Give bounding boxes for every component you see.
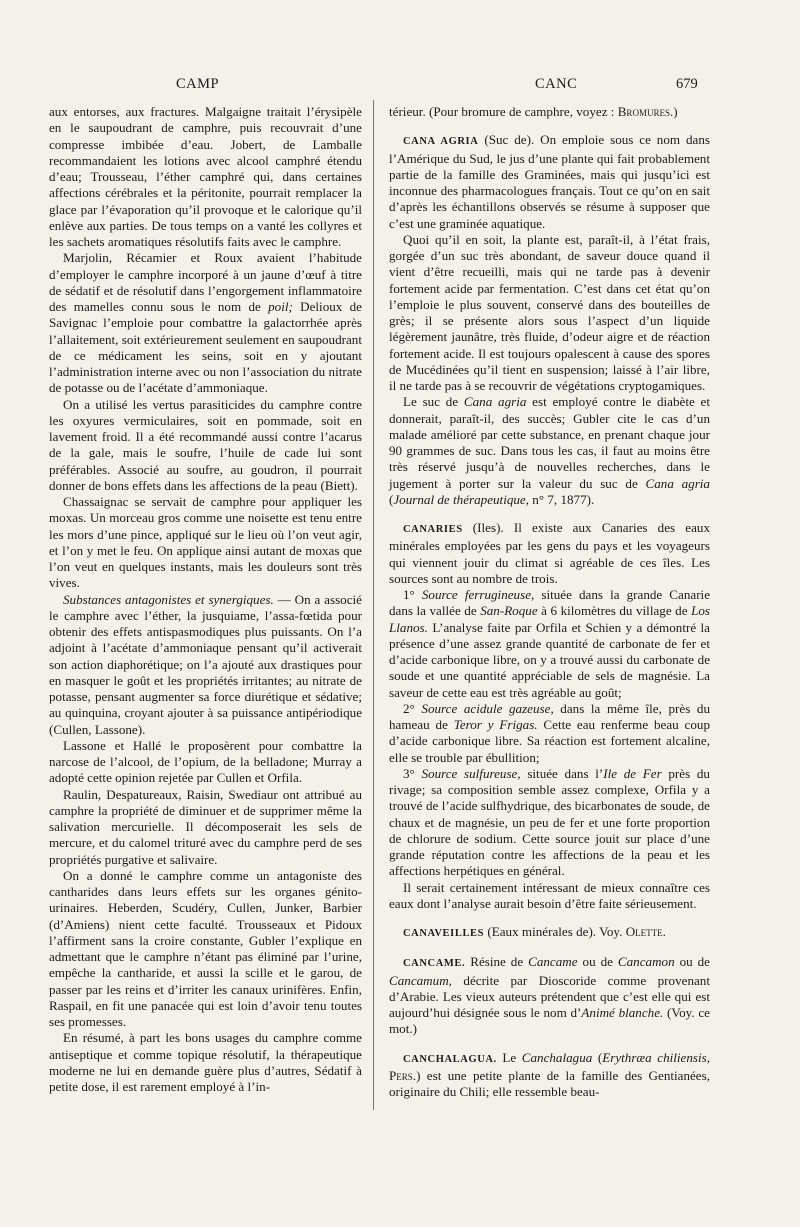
body-text: (Voy. ce mot.) bbox=[389, 1005, 710, 1037]
small-caps-text: Pers. bbox=[389, 1067, 417, 1083]
italic-text: Source ferrugineuse, bbox=[421, 587, 535, 602]
body-text: (Iles). Il existe aux Canaries des eaux minérales employées par les gens du pays et les voyageurs qui viennent jouir du climat si agréable de ces îles. Les sources sont au nombre de trois. bbox=[389, 520, 710, 586]
body-text: L’analyse faite par Orfila et Schien y a démontré la présence d’une assez grande quantité de carbonate de fer et d’acide carbonique libre, on y a trouvé aussi du carbonate de soude et une quantité appréciable de sels de magnésie. La saveur de cette eau est très agréable au goût; bbox=[389, 619, 710, 700]
paragraph bbox=[389, 954, 710, 1037]
italic-text: San-Roque bbox=[480, 603, 538, 619]
paragraph bbox=[389, 880, 710, 913]
paragraph bbox=[49, 1030, 362, 1095]
paragraph bbox=[389, 701, 710, 766]
italic-text: Ile de Fer bbox=[603, 765, 662, 781]
paragraph bbox=[389, 520, 710, 587]
small-caps-text: Bromures. bbox=[617, 104, 674, 119]
body-text: décrite par Dioscoride comme provenant d’Arabie. Les vieux auteurs prétendent que c’est elle qui est aujourd’hui désignée sous le nom d’ bbox=[389, 972, 710, 1020]
body-text: dans la même île, près du hameau de bbox=[389, 700, 710, 732]
body-text: ( bbox=[592, 1049, 603, 1065]
italic-text: Substances antagonistes et synergiques. bbox=[63, 591, 274, 607]
paragraph bbox=[389, 232, 710, 395]
paragraph bbox=[389, 766, 710, 880]
italic-text: Cancamon bbox=[617, 954, 675, 970]
paragraph bbox=[389, 924, 710, 942]
body-text: n° 7, 1877). bbox=[529, 491, 595, 507]
entry-headword: CANARIES bbox=[403, 524, 463, 535]
body-text: Quoi qu’il en soit, la plante est, paraît-il, à l’état frais, gorgée d’un suc très abondant, de saveur douce quand il vient d’être recueilli, mais qui ne tarde pas à devenir fortement acide par fermentation. C’est dans cet état qu’on l’emploie le plus souvent, conservé dans des bouteilles de grès; il se présente alors sous l’aspect d’un liquide légèrement jaunâtre, très fluide, d’odeur aigre et de réaction fortement acide. Il est toujours opalescent à cause des spores de Mucédinées qu’il tient en suspension; laissé à l’air libre, il ne tarde pas à se recouvrir de végétations cryptogamiques. bbox=[389, 231, 710, 393]
paragraph bbox=[49, 868, 362, 1031]
small-caps-text: Olette. bbox=[625, 924, 666, 939]
body-text: térieur. (Pour bromure de camphre, voyez : bbox=[389, 104, 618, 119]
paragraph bbox=[49, 104, 362, 250]
column-divider bbox=[373, 100, 374, 1110]
paragraph bbox=[49, 250, 362, 396]
entry-headword: CANCAME. bbox=[403, 958, 466, 970]
italic-text: Source acidule gazeuse, bbox=[421, 700, 554, 716]
body-text: 3° bbox=[403, 765, 422, 781]
entry-headword: CANCHALAGUA. bbox=[403, 1053, 497, 1065]
entry-headword: CANAVEILLES bbox=[403, 928, 485, 939]
italic-text: Cana agria bbox=[463, 394, 527, 410]
body-text: près du rivage; sa composition semble assez complexe, Orfila y a trouvé de l’acide sulfhydrique, des bicarbonates de soude, de chaux et de magnésie, un peu de fer et une forte proportion de chlorure de sodium. Cette source jouit sur place d’une grande réputation contre les affections de la peau et les affections herpétiques en général. bbox=[389, 765, 710, 879]
entry-headword: CANA AGRIA bbox=[403, 136, 479, 148]
body-text: aux entorses, aux fractures. Malgaigne traitait l’érysipèle en le saupoudrant de camphre, puis recouvrait d’une compresse imbibée d’eau. Jobert, de Lamballe recommandaient les lotions avec alcool camphré étendu d’eau; Trousseau, l’éther camphré qui, dans certaines affections cérébrales et la péritonite, pourrait remplacer la glace par l’évaporation qu’il provoque et le calorique qu’il enlève aux parties. De tous temps on a vanté les collyres et les sachets aromatiques résolutifs faits avec le camphre. bbox=[49, 104, 362, 249]
italic-text: Cana agria bbox=[645, 475, 710, 491]
body-text: située dans l’ bbox=[520, 765, 604, 781]
body-text: ) bbox=[673, 104, 678, 119]
paragraph bbox=[389, 104, 710, 120]
body-text: 1° bbox=[403, 587, 422, 602]
body-text: Résine de bbox=[465, 954, 529, 970]
body-text: située dans la grande Canarie dans la vallée de bbox=[389, 587, 711, 619]
body-text: En résumé, à part les bons usages du camphre comme antiseptique et comme topique résolutif, la thérapeutique moderne ne lui en demande guère plus d’autres, Sédatif à petite dose, il est rarement employé à l’in- bbox=[49, 1030, 362, 1094]
italic-text: Journal de thérapeutique, bbox=[393, 491, 530, 507]
left-column bbox=[49, 104, 362, 1095]
body-text: Cette eau renferme beau coup d’acide carbonique libre. Sa réaction est fortement alcaline, elle se trouble par ébullition; bbox=[389, 717, 710, 765]
body-text: On a utilisé les vertus parasiticides du camphre contre les oxyures vermiculaires, soit en pommade, soit en lavement froid. Il a été recommandé aussi contre l’acarus de la gale, mais le soufre, l’huile de cade lui sont préférables. Associé au soufre, au goudron, il pourrait donner de bons effets dans les affections de la peau (Biett). bbox=[49, 396, 362, 493]
italic-text: poil; bbox=[268, 299, 293, 314]
paragraph bbox=[389, 587, 710, 701]
paragraph bbox=[49, 738, 362, 787]
body-text: (Eaux minérales de). Voy. bbox=[484, 924, 626, 939]
body-text: 2° bbox=[403, 700, 422, 716]
paragraph bbox=[389, 1050, 710, 1101]
body-text: ou de bbox=[674, 954, 710, 970]
paragraph bbox=[49, 787, 362, 868]
body-text: Marjolin, Récamier et Roux avaient l’habitude d’employer le camphre incorporé à un jaune d’œuf à titre de sédatif et de résolutif dans l’engorgement inflammatoire des mamelles connu sous le nom de bbox=[49, 250, 362, 314]
body-text: Raulin, Despatureaux, Raisin, Swediaur ont attribué au camphre la propriété de diminuer et de supprimer même la salivation mercurielle. Il décomposerait les sels de mercure, et du calomel trituré avec du camphre perd de ses propriétés purgative et salivaire. bbox=[49, 786, 362, 867]
body-text: ( bbox=[389, 491, 394, 507]
italic-text: Erythræa chiliensis, bbox=[602, 1049, 710, 1065]
body-text: Chassaignac se servait de camphre pour appliquer les moxas. Un morceau gros comme une noisette est tenu entre les mors d’une pince, appliqué sur le lieu où l’on veut agir, et l’on y met le feu. On applique ainsi autant de moxas que l’on veut en quelques instants, mais les douleurs sont très vives. bbox=[49, 494, 362, 591]
body-text: On a donné le camphre comme un antagoniste des cantharides dans leurs effets sur les organes génito-urinaires. Heberden, Scudéry, Cullen, Junker, Barbier (d’Amiens) nient cette faculté. Trousseaux et Pidoux l’affirment sans la croire constante, Gubler l’explique en admettant que le camphre n’étant pas éliminé par l’urine, empêche la cantharide, et aussi la scille et le garou, de passer par les reins et d’irriter les canaux urinifères. Enfin, Raspail, en fit une panacée qui est loin d’avoir tenu toutes ses promesses. bbox=[49, 867, 362, 1029]
body-text: ) est une petite plante de la famille des Gentianées, originaire du Chili; elle ressemble beau- bbox=[389, 1067, 710, 1099]
italic-text: Canchalagua bbox=[521, 1049, 593, 1065]
body-text: Le suc de bbox=[403, 394, 464, 410]
header-right-word: CANC bbox=[535, 76, 578, 92]
right-column bbox=[389, 104, 710, 1100]
paragraph bbox=[389, 394, 710, 508]
italic-text: Source sulfureuse, bbox=[421, 765, 521, 781]
paragraph bbox=[389, 132, 710, 232]
body-text: (Suc de). On emploie sous ce nom dans l’Amérique du Sud, le jus d’une plante qui fait probablement partie de la famille des Graminées, mais qui jusqu’ici est inconnue des pharmacologues français. Tout ce qu’on en sait d’après les échantillons observés se résume à supposer que c’est une graminée aquatique. bbox=[389, 132, 710, 231]
page-number: 679 bbox=[676, 76, 698, 92]
body-text: est employé contre le diabète et donnerait, paraît-il, des succès; Gubler cite le cas d’un malade amélioré par cette substance, en prenant chaque jour 90 grammes de suc. Dans tous les cas, il faut au moins être très réservé jusqu’à de nouvelles recherches, dans le jugement à porter sur la valeur du suc de bbox=[389, 394, 710, 491]
body-text: ou de bbox=[577, 954, 618, 970]
body-text: Delioux de Savignac l’emploie pour combattre la galactorrhée après l’allaitement, soit extérieurement seulement en saupoudrant de ce médicament les seins, soit en y ajoutant l’administration interne avec ou non l’association du nitrate de potasse ou de l’acétate d’ammoniaque. bbox=[49, 299, 362, 396]
paragraph bbox=[49, 592, 362, 738]
running-header bbox=[0, 76, 800, 100]
italic-text: Teror y Frigas. bbox=[453, 717, 538, 732]
paragraph bbox=[49, 494, 362, 592]
paragraph bbox=[49, 397, 362, 495]
body-text: à 6 kilomètres du village de bbox=[537, 603, 692, 619]
italic-text: Animé blanche. bbox=[581, 1005, 664, 1020]
body-text: — On a associé le camphre avec l’éther, la jusquiame, l’assa-fœtida pour obtenir des effets antispasmodiques plus puissants. On l’a adjoint à l’acétate d’ammoniaque pensant qu’il activerait son action diaphorétique; on l’a ajouté aux drastiques pour en masquer le goût et les propriétés irritantes; au nitrate de potasse, pensant augmenter sa force diurétique et sédative; au quinquina, croyant ajouter à sa puissance antipériodique (Cullen, Lassone). bbox=[49, 591, 362, 737]
body-text: Le bbox=[496, 1049, 522, 1065]
italic-text: Los Llanos. bbox=[389, 603, 710, 635]
header-left-word: CAMP bbox=[176, 76, 220, 92]
italic-text: Cancamum, bbox=[389, 972, 452, 988]
body-text: Il serait certainement intéressant de mieux connaître ces eaux dont l’analyse aurait besoin d’être faite sérieusement. bbox=[389, 879, 710, 911]
body-text: Lassone et Hallé le proposèrent pour combattre la narcose de l’alcool, de l’opium, de la belladone; Murray a adopté cette opinion rejetée par Cullen et Orfila. bbox=[49, 737, 362, 786]
italic-text: Cancame bbox=[528, 954, 578, 970]
